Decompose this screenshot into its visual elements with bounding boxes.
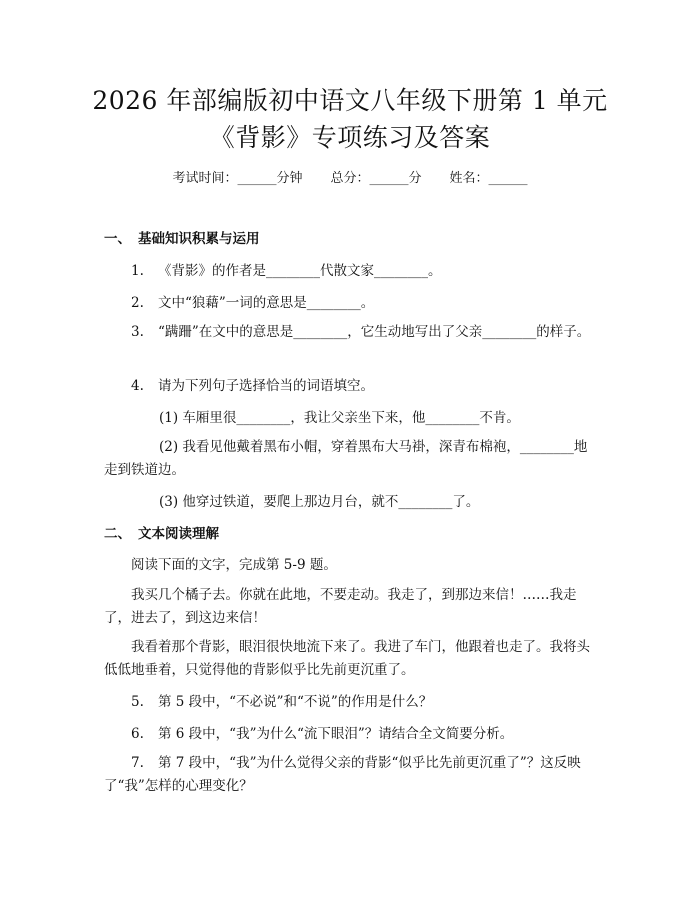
section2-heading: [104, 525, 219, 543]
question-2-text: 文中“狼藉”一词的意思是________。: [158, 295, 375, 311]
question-7-number: 7.: [131, 755, 144, 771]
question-6: [131, 725, 513, 743]
question-4-number: 4.: [131, 378, 144, 394]
question-4-item-3: (3) 他穿过铁道，要爬上那边月台，就不________了。: [159, 494, 480, 510]
question-4-item-2: [104, 436, 600, 482]
question-4-text: 请为下列句子选择恰当的词语填空。: [158, 378, 374, 394]
question-6-text: 第 6 段中，“我”为什么“流下眼泪”？请结合全文简要分析。: [158, 726, 514, 742]
page-title-line1: 2026 年部编版初中语文八年级下册第 1 单元: [92, 86, 608, 115]
reading-passage-1: [104, 584, 600, 630]
question-1: [131, 262, 442, 280]
exam-time: 考试时间：______分钟: [172, 171, 303, 186]
question-4-item-1: (1) 车厢里很________，我让父亲坐下来，他________不肯。: [159, 410, 520, 426]
section1-title: 基础知识积累与运用: [138, 231, 260, 247]
question-1-text: 《背影》的作者是________代散文家________。: [158, 263, 442, 279]
section2-title: 文本阅读理解: [138, 526, 219, 542]
question-3-number: 3.: [131, 324, 144, 340]
question-2: [131, 294, 374, 312]
question-1-number: 1.: [131, 263, 144, 279]
question-4-item-2-text: (2) 我看见他戴着黑布小帽，穿着黑布大马褂，深青布棉袍，________地走到铁道边。: [104, 439, 588, 478]
section2-number: 二、: [104, 526, 131, 542]
reading-passage-2-text: 我看着那个背影，眼泪很快地流下来了。我进了车门，他跟着也走了。我将头低低地垂着，只觉得他的背影似乎比先前更沉重了。: [104, 639, 590, 678]
exam-total-score: 总分：______分: [330, 171, 422, 186]
question-3: [104, 321, 600, 344]
section1-heading: [104, 230, 260, 248]
exam-name: 姓名：______: [449, 171, 528, 186]
reading-intro: 阅读下面的文字，完成第 5-9 题。: [131, 557, 337, 573]
reading-passage-1-text: 我买几个橘子去。你就在此地，不要走动。我走了，到那边来信！……我走了，进去了，到这边来信！: [104, 587, 577, 626]
exam-info: [0, 170, 700, 188]
question-5: [131, 693, 432, 711]
question-3-text: “蹒跚”在文中的意思是________，它生动地写出了父亲________的样子。: [158, 324, 591, 340]
page-title-line2: 《背影》专项练习及答案: [209, 123, 491, 152]
reading-passage-2: [104, 636, 600, 682]
question-7: [104, 752, 600, 798]
question-6-number: 6.: [131, 726, 144, 742]
section1-number: 一、: [104, 231, 131, 247]
question-2-number: 2.: [131, 295, 144, 311]
question-5-text: 第 5 段中，“不必说”和“不说”的作用是什么？: [158, 694, 433, 710]
question-7-text: 第 7 段中，“我”为什么觉得父亲的背影“似乎比先前更沉重了”？这反映了“我”怎样的心理变化？: [104, 755, 581, 794]
question-5-number: 5.: [131, 694, 144, 710]
question-4: [131, 377, 374, 395]
